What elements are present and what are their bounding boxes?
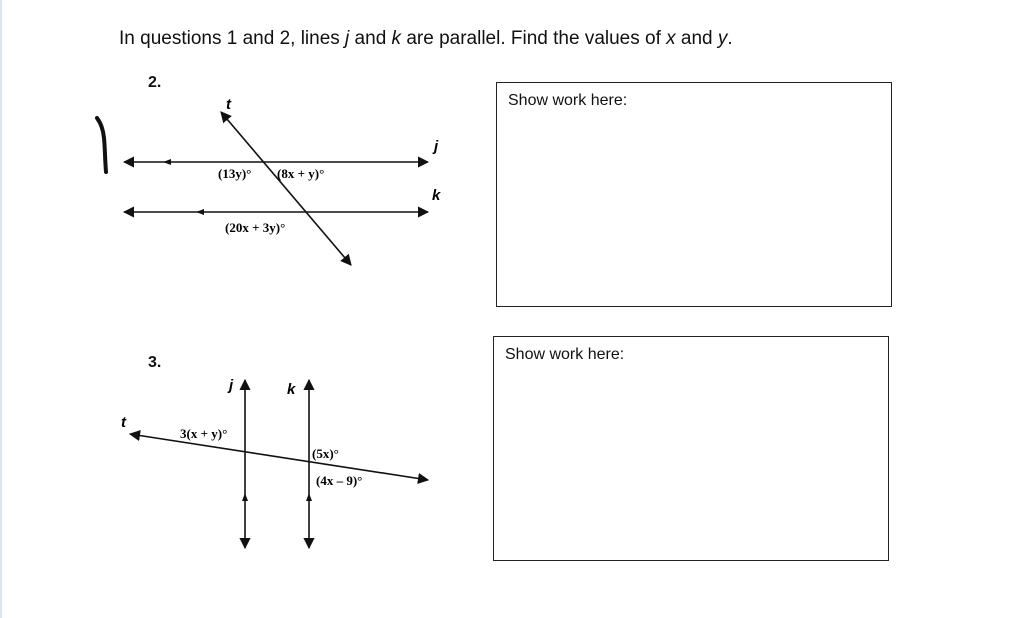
tick-arrow bbox=[242, 493, 248, 501]
label-t-q3: t bbox=[121, 414, 126, 431]
instructions-text: In questions 1 and 2, lines j and k are parallel. Find the values of x and y. bbox=[119, 28, 733, 49]
tick-arrow bbox=[163, 159, 171, 165]
label-k-q3: k bbox=[287, 381, 296, 398]
angle-8x-plus-y: (8x + y)° bbox=[277, 166, 325, 181]
question-3-diagram bbox=[121, 377, 428, 548]
label-j-q2: j bbox=[434, 138, 439, 155]
question-2-number: 2. bbox=[148, 74, 162, 91]
transversal-t-q3 bbox=[130, 434, 428, 480]
question-3-work-label: Show work here: bbox=[505, 346, 625, 363]
angle-4x-minus-9: (4x – 9)° bbox=[316, 473, 363, 488]
tick-arrow bbox=[306, 493, 312, 501]
question-3-number: 3. bbox=[148, 354, 162, 371]
label-j-q3: j bbox=[229, 377, 234, 394]
angle-5x: (5x)° bbox=[312, 446, 339, 461]
question-2-diagram bbox=[124, 96, 441, 265]
question-2-work-label: Show work here: bbox=[508, 92, 628, 109]
angle-13y: (13y)° bbox=[218, 166, 252, 181]
angle-20x-plus-3y: (20x + 3y)° bbox=[225, 220, 286, 235]
tick-arrow bbox=[196, 209, 204, 215]
label-k-q2: k bbox=[432, 187, 441, 204]
pen-mark bbox=[97, 118, 106, 172]
angle-3x-plus-y: 3(x + y)° bbox=[180, 426, 228, 441]
transversal-t-q2 bbox=[221, 112, 351, 265]
label-t-q2: t bbox=[226, 96, 231, 113]
